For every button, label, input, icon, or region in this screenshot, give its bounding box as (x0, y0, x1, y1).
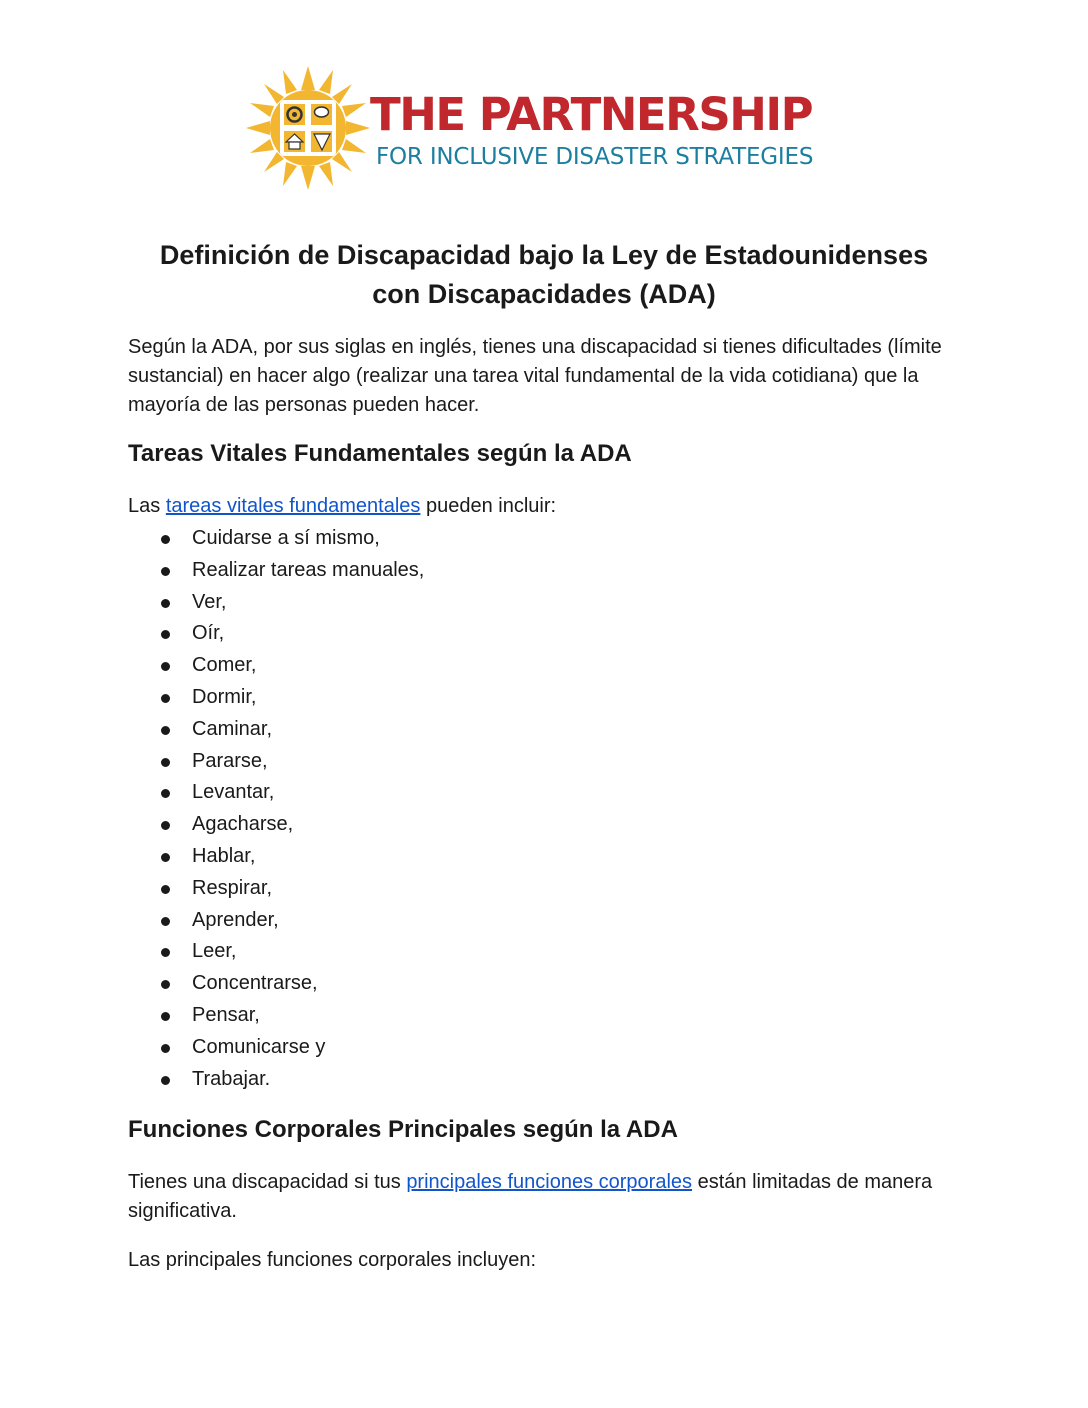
list-item-text: Oír, (192, 622, 225, 645)
logo-title: THE PARTNERSHIP (370, 88, 813, 141)
list-item (128, 1064, 424, 1096)
logo-subtitle: FOR INCLUSIVE DISASTER STRATEGIES (376, 144, 814, 170)
list-item-text: Leer, (192, 940, 237, 963)
sun-logo-icon (246, 66, 370, 190)
intro-paragraph: Según la ADA, por sus siglas en inglés, tienes una discapacidad si tienes dificultades (límite sustancial) en hacer algo (realizar una tarea vital fundamental de la vida cotidiana) que la mayoría de las personas pueden hacer. (128, 336, 942, 416)
bullet-icon (161, 1044, 170, 1053)
bullet-icon (161, 789, 170, 798)
list-item-text: Ver, (192, 590, 227, 613)
list-item (128, 1032, 424, 1064)
list-item (128, 841, 424, 873)
bullet-icon (161, 885, 170, 894)
title-line-2: con Discapacidades (ADA) (372, 279, 716, 309)
list-item-text: Concentrarse, (192, 972, 318, 995)
bullet-icon (161, 694, 170, 703)
list-item-text: Comunicarse y (192, 1035, 326, 1058)
list-item-text: Dormir, (192, 685, 257, 708)
list-item (128, 555, 424, 587)
bullet-icon (161, 917, 170, 926)
list-item-text: Agacharse, (192, 813, 294, 836)
major-life-activities-link[interactable]: tareas vitales fundamentales (165, 495, 421, 517)
list-item (128, 809, 424, 841)
list-item (128, 873, 424, 905)
list-item (128, 905, 424, 937)
list-item-text: Comer, (192, 654, 257, 677)
section1-lead-before: Las (128, 495, 166, 517)
list-item-text: Respirar, (192, 876, 273, 899)
bullet-icon (161, 853, 170, 862)
list-item (128, 682, 424, 714)
list-item-text: Aprender, (192, 908, 279, 931)
section2-heading: Funciones Corporales Principales según la ADA (128, 1116, 678, 1143)
list-item (128, 587, 424, 619)
bullet-icon (161, 1076, 170, 1085)
list-item-text: Pensar, (192, 1003, 260, 1026)
list-item (128, 523, 424, 555)
list-item (128, 936, 424, 968)
bullet-icon (161, 535, 170, 544)
list-item-text: Trabajar. (192, 1067, 271, 1090)
bullet-icon (161, 630, 170, 639)
bullet-icon (161, 567, 170, 576)
bullet-icon (161, 948, 170, 957)
major-bodily-functions-link[interactable]: principales funciones corporales (406, 1171, 693, 1193)
list-item-text: Pararse, (192, 749, 268, 772)
list-item-text: Cuidarse a sí mismo, (192, 527, 380, 549)
bullet-icon (161, 1012, 170, 1021)
section1-lead (128, 492, 948, 521)
section2-p1-after: están limitadas de manera significativa. (128, 1171, 933, 1222)
list-item (128, 746, 424, 778)
list-item-text: Caminar, (192, 717, 273, 740)
list-item-text: Levantar, (192, 781, 275, 804)
list-item (128, 968, 424, 1000)
list-item (128, 650, 424, 682)
list-item (128, 1000, 424, 1032)
list-item-text: Realizar tareas manuales, (192, 558, 425, 581)
bullet-icon (161, 821, 170, 830)
document-title (128, 236, 960, 314)
section2-paragraph (128, 1168, 948, 1226)
list-item (128, 777, 424, 809)
section2-p1-before: Tienes una discapacidad si tus (128, 1171, 407, 1193)
bullet-icon (161, 758, 170, 767)
section1-heading: Tareas Vitales Fundamentales según la ADA (128, 440, 632, 467)
bullet-icon (161, 662, 170, 671)
section2-lead: Las principales funciones corporales incluyen: (128, 1249, 537, 1271)
section1-lead-after: pueden incluir: (420, 495, 557, 517)
list-item (128, 618, 424, 650)
life-activities-list (128, 523, 424, 1095)
title-line-1: Definición de Discapacidad bajo la Ley de Estadounidenses (159, 240, 929, 270)
partnership-logo (246, 66, 846, 190)
list-item-text: Hablar, (192, 844, 256, 867)
bullet-icon (161, 980, 170, 989)
bullet-icon (161, 599, 170, 608)
bullet-icon (161, 726, 170, 735)
list-item (128, 714, 424, 746)
